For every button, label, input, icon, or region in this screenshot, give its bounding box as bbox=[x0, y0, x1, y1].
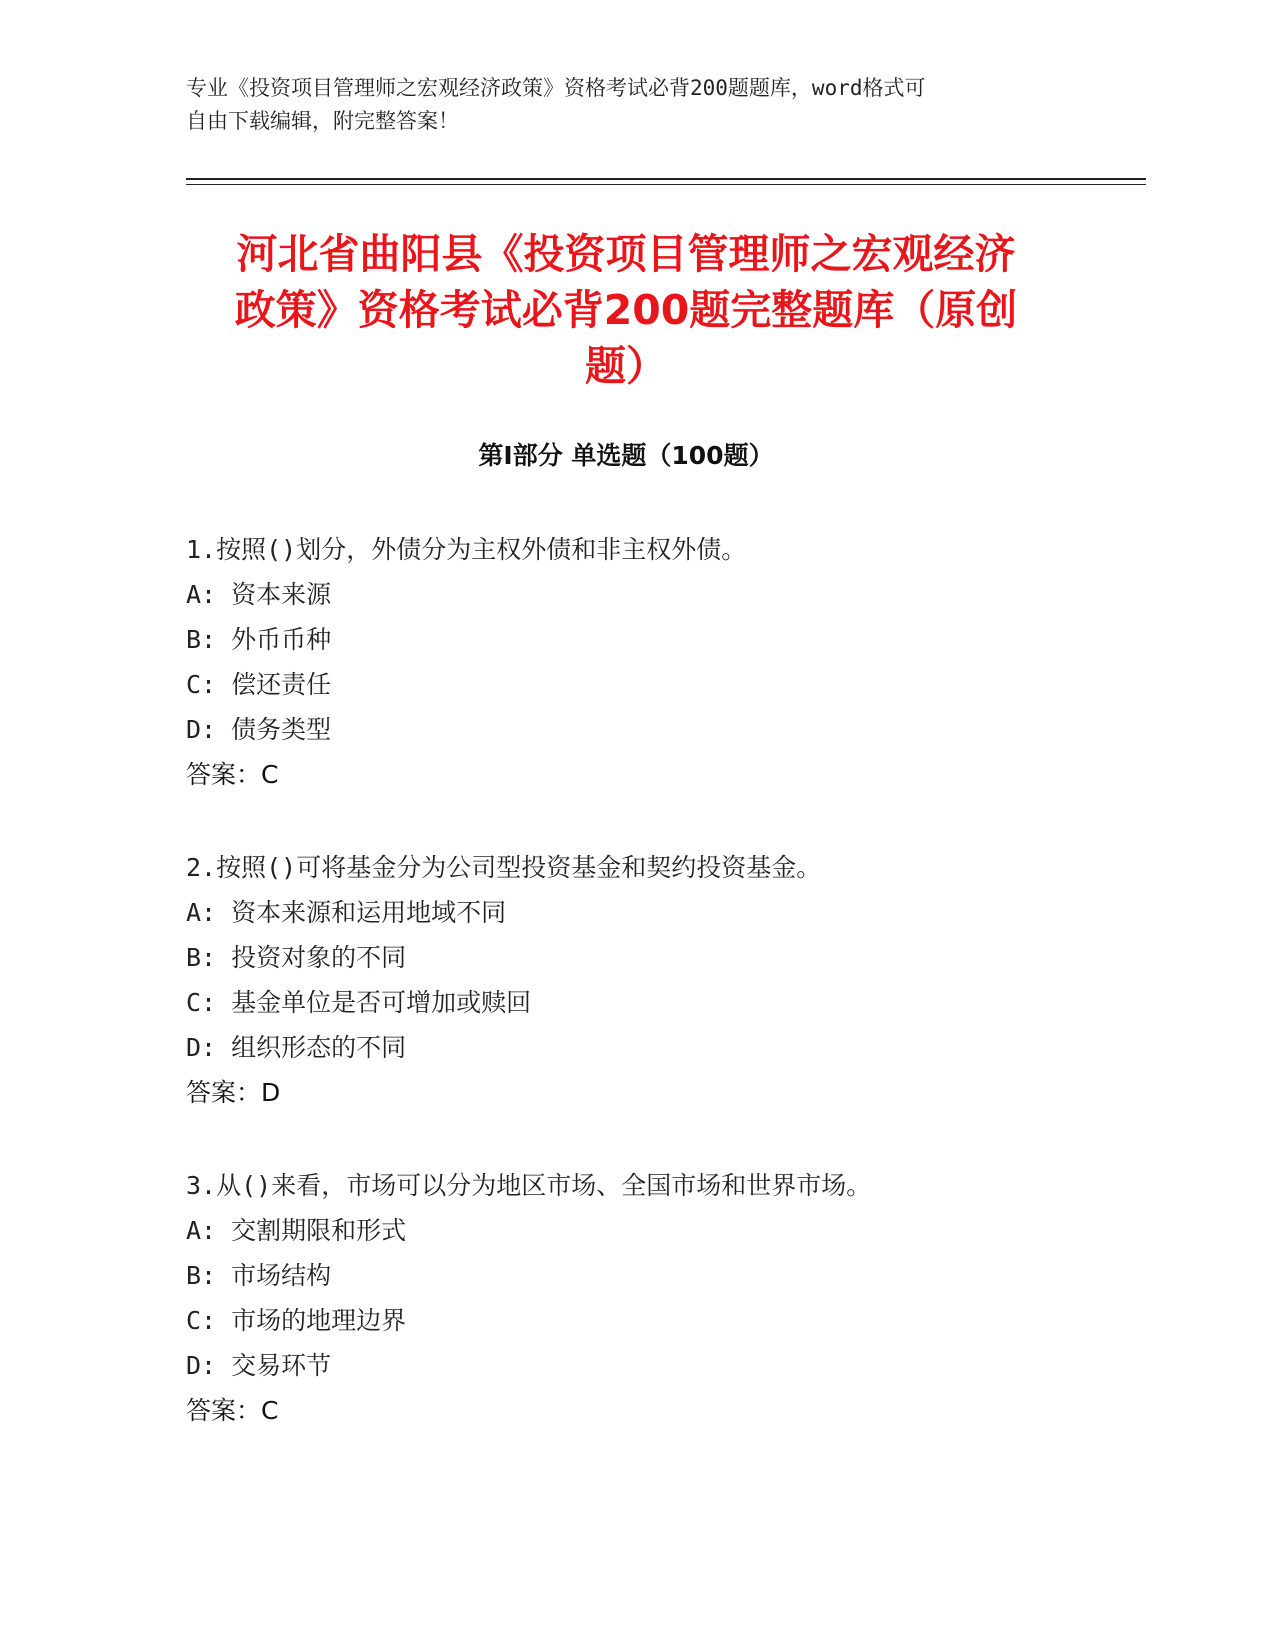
option-d: D: 债务类型 bbox=[186, 715, 332, 744]
document-title-line-2: 政策》资格考试必背200题完整题库（原创 bbox=[234, 286, 1018, 334]
option-b: B: 市场结构 bbox=[186, 1261, 332, 1290]
option-b: B: 外币币种 bbox=[186, 625, 332, 654]
option-d: D: 组织形态的不同 bbox=[186, 1033, 407, 1062]
option-a: A: 资本来源和运用地域不同 bbox=[186, 898, 507, 927]
option-b: B: 投资对象的不同 bbox=[186, 943, 407, 972]
option-a: A: 资本来源 bbox=[186, 580, 332, 609]
header-note-line-1: 专业《投资项目管理师之宏观经济政策》资格考试必背200题题库，word格式可 bbox=[186, 76, 926, 100]
document-title bbox=[186, 226, 1066, 394]
option-d: D: 交易环节 bbox=[186, 1351, 332, 1380]
question-stem: 1.按照()划分，外债分为主权外债和非主权外债。 bbox=[186, 535, 747, 564]
header-divider-thin bbox=[186, 184, 1146, 185]
header-divider-thick bbox=[186, 178, 1146, 180]
document-title-line-1: 河北省曲阳县《投资项目管理师之宏观经济 bbox=[236, 230, 1016, 278]
answer: 答案：C bbox=[186, 760, 279, 789]
option-c: C: 基金单位是否可增加或赎回 bbox=[186, 988, 532, 1017]
option-a: A: 交割期限和形式 bbox=[186, 1216, 407, 1245]
question-3 bbox=[186, 1163, 1086, 1433]
header-note-line-2: 自由下载编辑，附完整答案！ bbox=[186, 109, 459, 133]
question-stem: 3.从()来看，市场可以分为地区市场、全国市场和世界市场。 bbox=[186, 1171, 872, 1200]
answer: 答案：D bbox=[186, 1078, 281, 1107]
option-c: C: 市场的地理边界 bbox=[186, 1306, 407, 1335]
question-2 bbox=[186, 845, 1086, 1115]
option-c: C: 偿还责任 bbox=[186, 670, 332, 699]
question-stem: 2.按照()可将基金分为公司型投资基金和契约投资基金。 bbox=[186, 853, 822, 882]
header-note bbox=[186, 72, 1066, 138]
document-title-line-3: 题） bbox=[585, 342, 667, 390]
answer: 答案：C bbox=[186, 1396, 279, 1425]
section-title: 第I部分 单选题（100题） bbox=[478, 441, 774, 470]
question-1 bbox=[186, 527, 1086, 797]
